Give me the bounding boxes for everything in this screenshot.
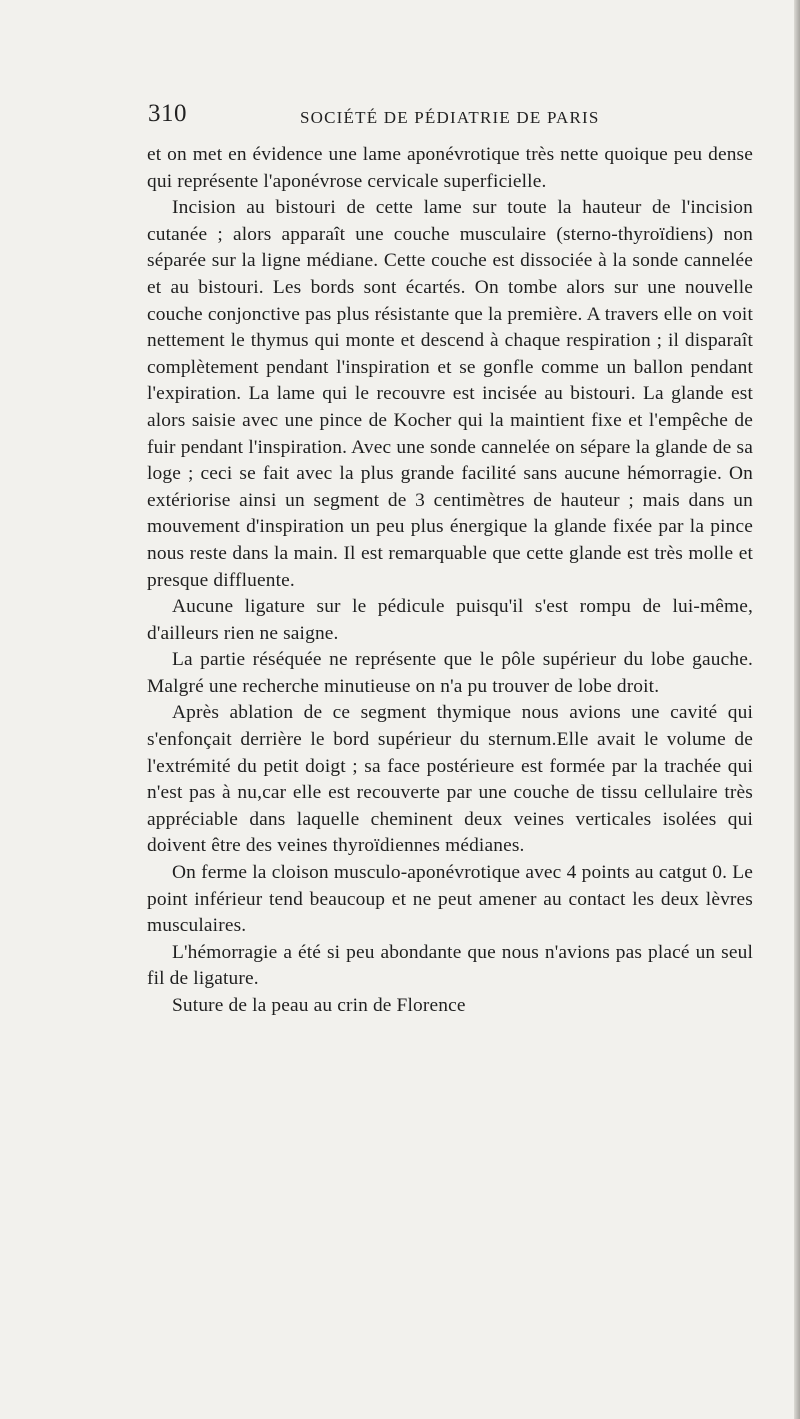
paragraph-5: Après ablation de ce segment thymique nous avions une cavité qui s'enfonçait derrière le bord supérieur du sternum.Elle avait le volume de l'extrémité du petit doigt ; sa face postérieure est formée par la trachée qui n'est pas à nu,car elle est recouverte par une couche de tissu cellulaire très appréciable dans laquelle cheminent deux veines verticales isolées qui doivent être des veines thyroïdiennes médianes. xyxy=(147,702,753,857)
page-header xyxy=(148,100,750,136)
page-edge-shadow xyxy=(794,0,800,1419)
running-title: SOCIÉTÉ DE PÉDIATRIE DE PARIS xyxy=(300,108,600,127)
paragraph-4: La partie réséquée ne représente que le pôle supérieur du lobe gauche. Malgré une recherche minutieuse on n'a pu trouver de lobe droit. xyxy=(147,649,753,697)
paragraph-6: On ferme la cloison musculo-aponévrotique avec 4 points au catgut 0. Le point inférieur tend beaucoup et ne peut amener au contact les deux lèvres musculaires. xyxy=(147,862,753,937)
paragraph-8: Suture de la peau au crin de Florence xyxy=(172,995,466,1016)
paragraph-7: L'hémorragie a été si peu abondante que nous n'avions pas placé un seul fil de ligature. xyxy=(147,941,753,990)
body-text xyxy=(147,142,753,1020)
page-number: 310 xyxy=(148,100,187,127)
paragraph-1: et on met en évidence une lame aponévrotique très nette quoique peu dense qui représente l'aponévrose cervicale superficielle. xyxy=(147,144,753,192)
paragraph-3: Aucune ligature sur le pédicule puisqu'il s'est rompu de lui-même, d'ailleurs rien ne saigne. xyxy=(147,596,753,644)
paragraph-2: Incision au bistouri de cette lame sur toute la hauteur de l'incision cutanée ; alors apparaît une couche musculaire (sterno-thyroïdiens) non séparée sur la ligne médiane. Cette couche est dissociée à la sonde cannelée et au bistouri. Les bords sont écartés. On tombe alors sur une nouvelle couche conjonctive pas plus résistante que la première. A travers elle on voit nettement le thymus qui monte et descend à chaque respiration ; il disparaît complètement pendant l'inspiration et se gonfle comme un ballon pendant l'expiration. La lame qui le recouvre est incisée au bistouri. La glande est alors saisie avec une pince de Kocher qui la maintient fixe et l'empêche de fuir pendant l'inspiration. Avec une sonde cannelée on sépare la glande de sa loge ; ceci se fait avec la plus grande facilité sans aucune hémorragie. On extériorise ainsi un segment de 3 centimètres de hauteur ; mais dans un mouvement d'inspiration un peu plus énergique la glande fixée par la pince nous reste dans la main. Il est remarquable que cette glande est très molle et presque diffluente. xyxy=(147,197,753,591)
